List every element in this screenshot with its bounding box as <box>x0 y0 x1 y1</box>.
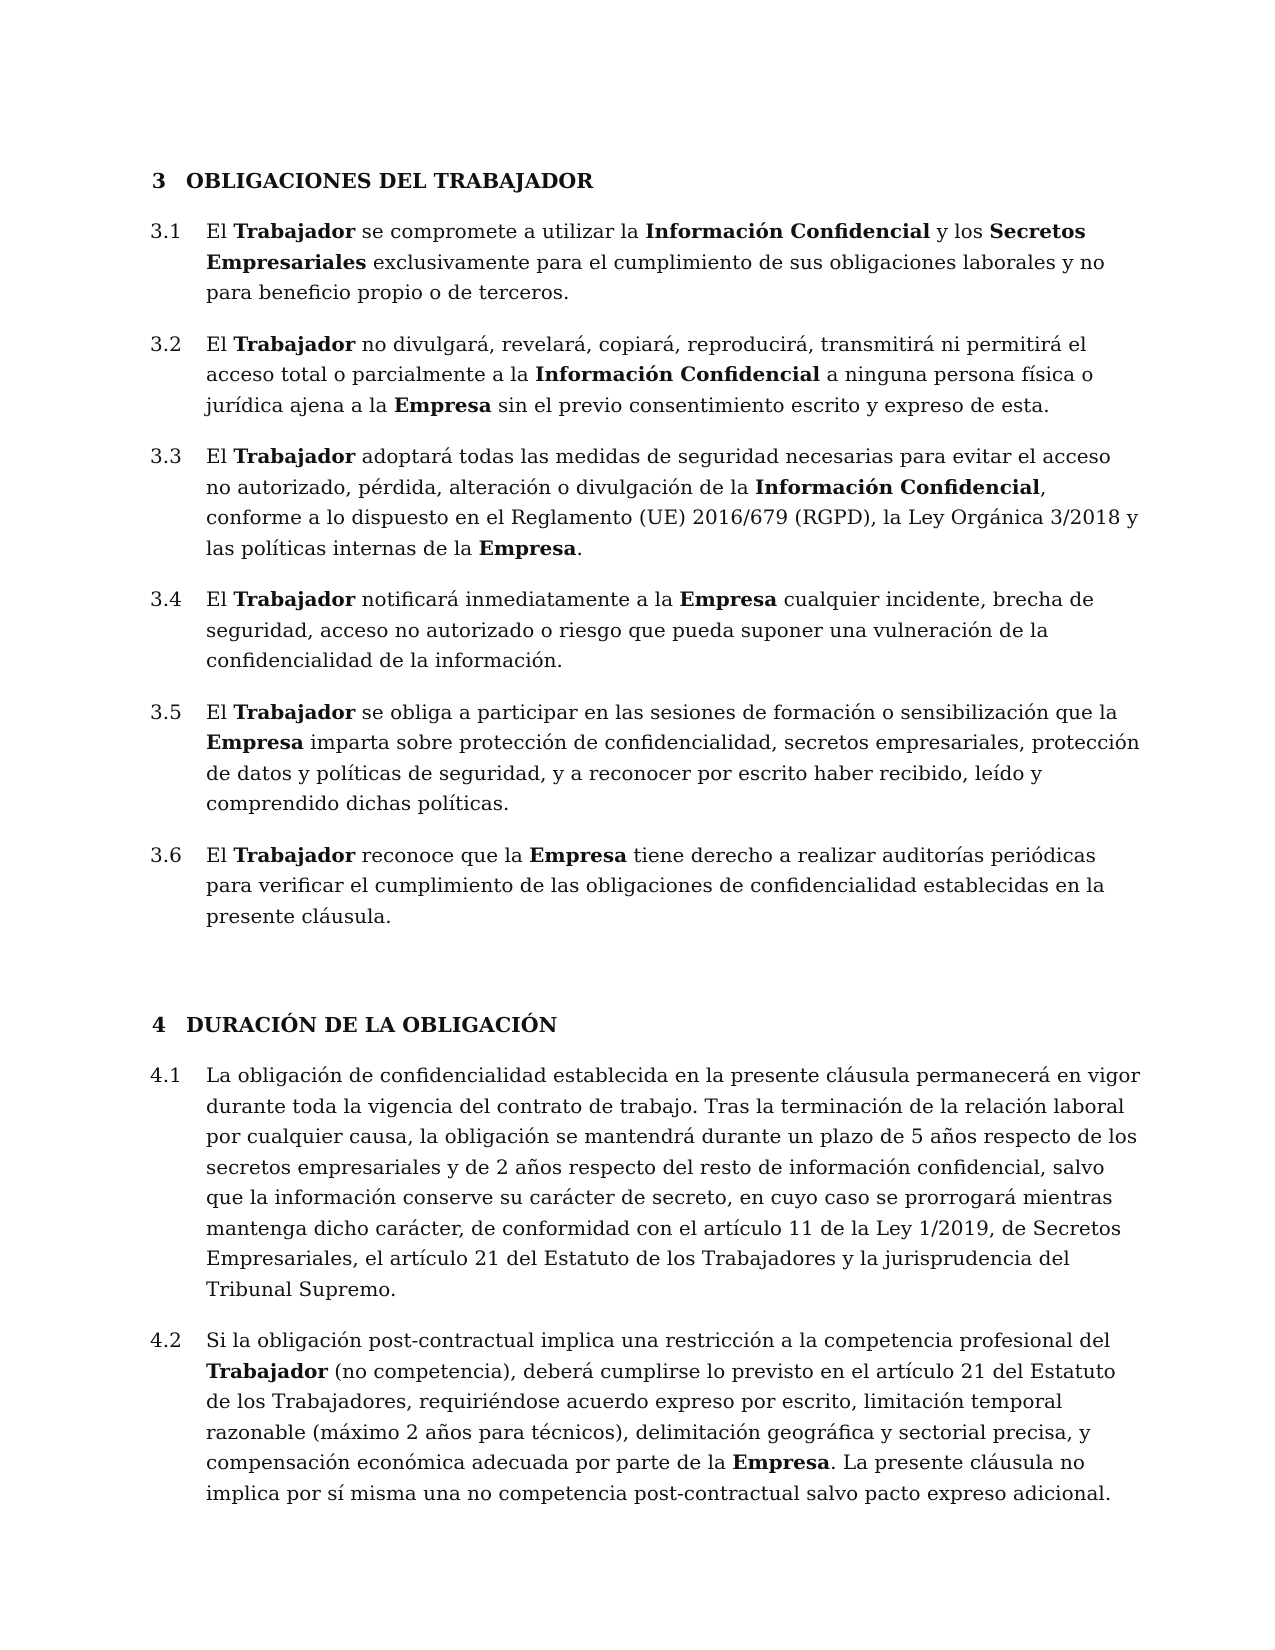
defined-term: Trabajador <box>233 444 356 468</box>
clause-number: 3.6 <box>150 842 182 867</box>
clause-number: 3.5 <box>150 699 182 724</box>
clause-3-5 <box>150 697 1140 819</box>
clause-text-run: se compromete a utilizar la <box>355 219 646 243</box>
clause-text-run: El <box>206 444 234 468</box>
clause-text-run: y los <box>930 219 990 243</box>
clause-number: 3.2 <box>150 331 182 356</box>
clause-text-run: se obliga a participar en las sesiones de formación o sensibilización que la <box>355 699 1118 724</box>
clause-text-run: . <box>576 535 583 560</box>
clause-3-3 <box>150 441 1140 563</box>
defined-term: Empresa <box>679 587 778 611</box>
defined-term: Trabajador <box>233 331 356 356</box>
defined-term: Secretos Empresariales <box>206 219 1086 274</box>
clause-text-run: adoptará todas las medidas de seguridad necesarias para evitar el acceso no autorizado, pérdida, alteración o divulgación de la <box>206 444 1111 499</box>
clause-text <box>206 1060 1140 1304</box>
defined-term: Empresa <box>529 842 628 867</box>
clause-text-run: exclusivamente para el cumplimiento de sus obligaciones laborales y no para beneficio propio o de terceros. <box>206 249 1105 304</box>
clause-3-4 <box>150 584 1140 676</box>
clause-3-2 <box>150 329 1140 421</box>
clause-text <box>206 329 1140 421</box>
clause-number: 4.2 <box>150 1328 182 1352</box>
clause-text-run: notificará inmediatamente a la <box>355 587 680 611</box>
clause-text-run: Si la obligación post-contractual implica una restricción a la competencia profesional del <box>206 1328 1111 1352</box>
clause-text-run: , conforme a lo dispuesto en el Reglamento (UE) 2016/679 (RGPD), la Ley Orgánica 3/2018 y las políticas internas de la <box>206 474 1139 560</box>
clause-4-2 <box>150 1325 1140 1508</box>
clause-text-run: El <box>206 331 234 356</box>
clause-number: 3.4 <box>150 587 182 611</box>
defined-term: Empresa <box>393 392 492 417</box>
defined-term: Trabajador <box>233 699 356 724</box>
clause-text-run: El <box>206 219 234 243</box>
clause-text-run: tiene derecho a realizar auditorías periódicas para verificar el cumplimiento de las obligaciones de confidencialidad establecidas en la presente cláusula. <box>206 842 1105 928</box>
defined-term: Trabajador <box>233 219 356 243</box>
clause-text-run: no divulgará, revelará, copiará, reproducirá, transmitirá ni permitirá el acceso total o parcialmente a la <box>206 331 1087 386</box>
clause-3-1 <box>150 216 1140 308</box>
clause-text-run: reconoce que la <box>355 842 530 867</box>
clause-4-1 <box>150 1060 1140 1304</box>
clause-text-run: . La presente cláusula no implica por sí misma una no competencia post-contractual salvo pacto expreso adicional. <box>206 1450 1112 1505</box>
defined-term: Trabajador <box>233 842 356 867</box>
clause-text-run: El <box>206 842 234 867</box>
section-heading <box>150 166 1140 196</box>
defined-term: Trabajador <box>233 587 356 611</box>
clause-text-run: sin el previo consentimiento escrito y expreso de esta. <box>491 392 1050 417</box>
section-number: 3 <box>151 169 166 193</box>
clause-text-run: El <box>206 587 234 611</box>
clause-number: 4.1 <box>150 1063 182 1087</box>
defined-term: Empresa <box>478 535 577 560</box>
defined-term: Información Confidencial <box>535 362 821 386</box>
defined-term: Trabajador <box>206 1358 328 1383</box>
clause-text <box>206 584 1140 676</box>
defined-term: Empresa <box>206 730 304 754</box>
clause-text-run: El <box>206 699 234 724</box>
section-number: 4 <box>151 1013 166 1037</box>
clause-text <box>206 1325 1140 1508</box>
clause-text <box>206 840 1140 932</box>
defined-term: Información Confidencial <box>645 219 931 243</box>
clause-text-run: cualquier incidente, brecha de seguridad, acceso no autorizado o riesgo que pueda suponer una vulneración de la confidencialidad de la información. <box>206 587 1095 672</box>
section-title: DURACIÓN DE LA OBLIGACIÓN <box>186 1013 558 1037</box>
clause-text <box>206 697 1140 819</box>
clause-number: 3.1 <box>150 219 182 243</box>
clause-number: 3.3 <box>150 444 182 468</box>
defined-term: Empresa <box>732 1450 831 1474</box>
clause-text-run: a ninguna persona física o jurídica ajena a la <box>206 362 1094 417</box>
section-duracion <box>150 1010 1140 1529</box>
clause-text-run: (no competencia), deberá cumplirse lo previsto en el artículo 21 del Estatuto de los Trabajadores, requiriéndose acuerdo expreso por escrito, limitación temporal razonable (máximo 2 años para técnicos), delimitación geográfica y sectorial precisa, y compensación económica adecuada por parte de la <box>206 1358 1116 1474</box>
section-title: OBLIGACIONES DEL TRABAJADOR <box>186 169 594 193</box>
clause-text <box>206 441 1140 563</box>
clause-text-run: La obligación de confidencialidad establecida en la presente cláusula permanecerá en vigor durante toda la vigencia del contrato de trabajo. Tras la terminación de la relación laboral por cualquier causa, la obligación se mantendrá durante un plazo de 5 años respecto de los secretos empresariales y de 2 años respecto del resto de información confidencial, salvo que la información conserve su carácter de secreto, en cuyo caso se prorrogará mientras mantenga dicho carácter, de conformidad con el artículo 11 de la Ley 1/2019, de Secretos Empresariales, el artículo 21 del Estatuto de los Trabajadores y la jurisprudencia del Tribunal Supremo. <box>206 1063 1141 1301</box>
clause-text <box>206 216 1140 308</box>
clause-3-6 <box>150 840 1140 932</box>
clause-text-run: imparta sobre protección de confidencialidad, secretos empresariales, protección de datos y políticas de seguridad, y a reconocer por escrito haber recibido, leído y comprendido dichas políticas. <box>206 730 1140 815</box>
section-obligaciones <box>150 166 1140 952</box>
section-heading <box>150 1010 1140 1040</box>
defined-term: Información Confidencial <box>754 474 1041 499</box>
